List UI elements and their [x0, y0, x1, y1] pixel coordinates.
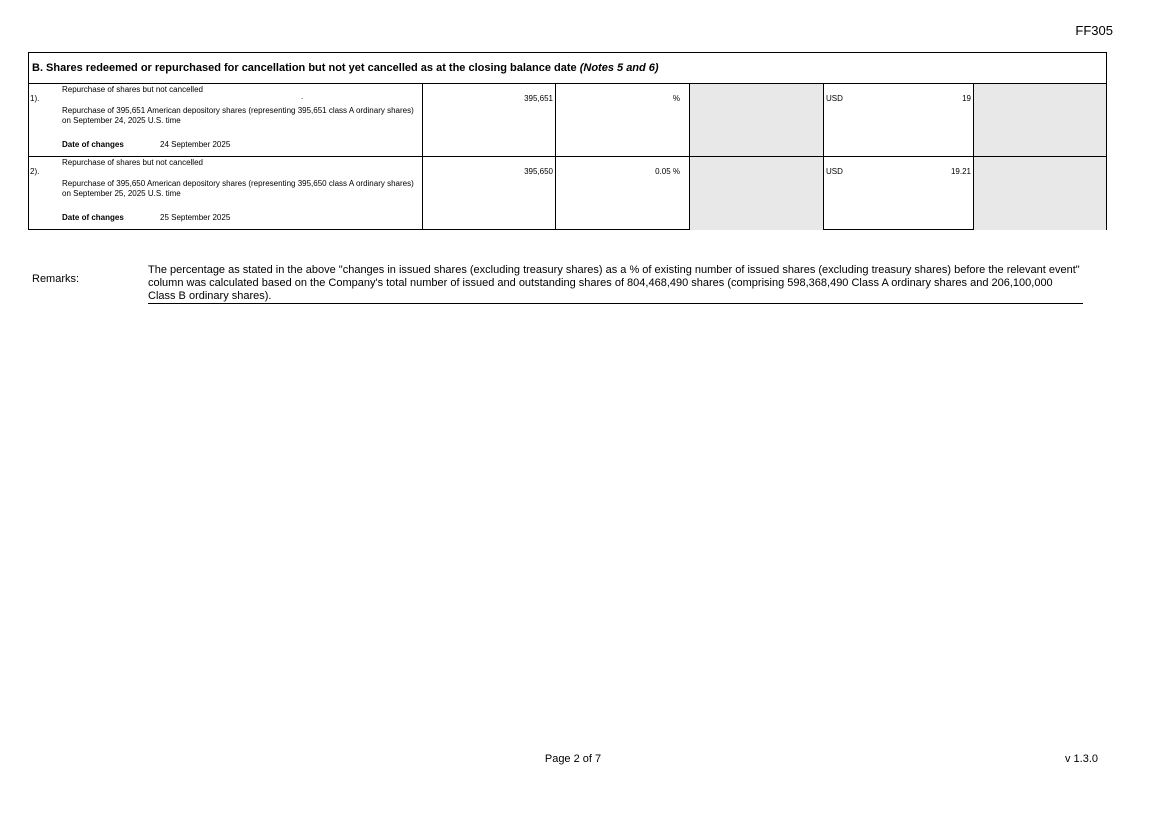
row-type: Repurchase of shares but not cancelled [62, 85, 203, 94]
description-cell [29, 157, 423, 230]
percent-cell: 0.05 % [556, 157, 690, 230]
date-value: 25 September 2025 [160, 213, 231, 222]
date-label: Date of changes [62, 213, 124, 222]
row-type: Repurchase of shares but not cancelled [62, 158, 203, 167]
number-cell: 395,650 [423, 157, 556, 230]
row-index: 1). [30, 94, 40, 103]
shaded-cell [690, 157, 824, 230]
page-number: Page 2 of 7 [544, 753, 602, 765]
section-title-notes: (Notes 5 and 6) [579, 62, 659, 74]
price-cell [824, 157, 974, 230]
table-row [29, 84, 1106, 157]
row-mark: . [301, 92, 304, 101]
currency: USD [826, 167, 843, 176]
row-index: 2). [30, 167, 40, 176]
percent-cell: % [556, 84, 690, 156]
shaded-cell [690, 84, 824, 156]
section-title [29, 53, 1106, 84]
date-value: 24 September 2025 [160, 140, 231, 149]
form-code: FF305 [1075, 23, 1113, 38]
number-cell: 395,651 [423, 84, 556, 156]
version-label: v 1.3.0 [1064, 753, 1098, 765]
description-cell [29, 84, 423, 156]
remarks-label: Remarks: [32, 273, 80, 285]
date-label: Date of changes [62, 140, 124, 149]
shaded-cell [974, 157, 1106, 230]
repurchase-section-table [28, 52, 1107, 230]
section-title-text: B. Shares redeemed or repurchased for cancellation but not yet cancelled as at the closing balance date [32, 62, 577, 74]
shaded-cell [974, 84, 1106, 156]
row-description: Repurchase of 395,651 American depository shares (representing 395,651 class A ordinary shares) on September 24, 2025 U.S. time [62, 106, 414, 125]
table-row [29, 157, 1106, 230]
price-amount: 19.21 [950, 167, 971, 176]
price-cell [824, 84, 974, 156]
remarks-text: The percentage as stated in the above "changes in issued shares (excluding treasury shares) as a % of existing number of issued shares (excluding treasury shares) before the relevant event" column was calculated based on the Company's total number of issued and outstanding shares of 804,468,490 shares (comprising 598,368,490 Class A ordinary shares and 206,100,000 Class B ordinary shares). [148, 264, 1083, 304]
price-amount: 19 [962, 94, 971, 103]
currency: USD [826, 94, 843, 103]
row-description: Repurchase of 395,650 American depository shares (representing 395,650 class A ordinary shares) on September 25, 2025 U.S. time [62, 179, 414, 198]
